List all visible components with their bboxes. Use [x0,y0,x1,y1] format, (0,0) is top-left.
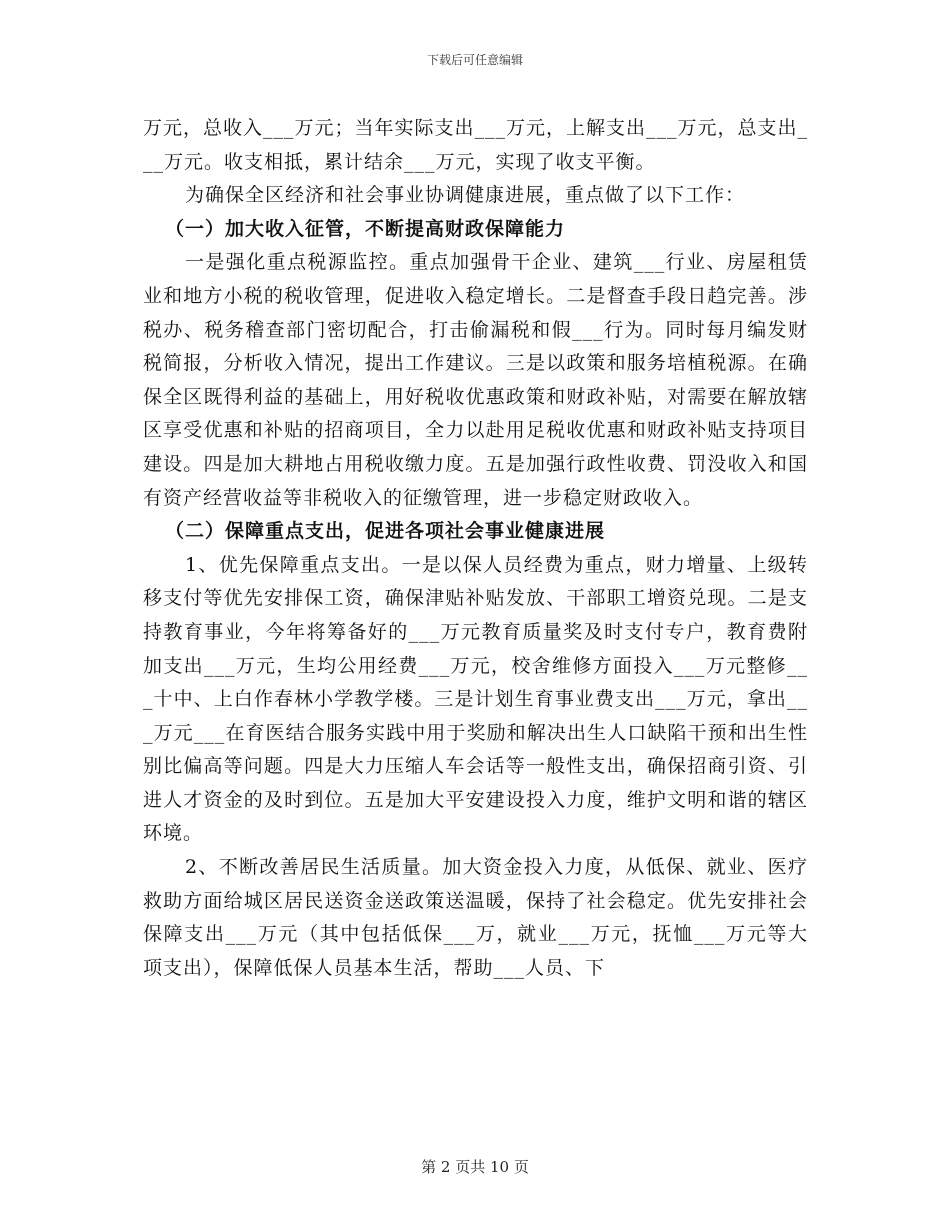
section-heading-1: （一）加大收入征管，不断提高财政保障能力 [165,217,566,240]
section-heading-2: （二）保障重点支出，促进各项社会事业健康进展 [165,520,606,543]
intro-paragraph: 为确保全区经济和社会事业协调健康进展，重点做了以下工作： [185,184,746,207]
page-header: 下载后可任意编辑 [426,53,523,67]
section-2-item-1-paragraph: 1、优先保障重点支出。一是以保人员经费为重点，财力增量、上级转移支付等优先安排保工资，确保津贴补贴发放、干部职工增资兑现。二是支持教育事业，今年将筹备好的___万元教育质量奖及时支付专户，教育费附加支出___万元，生均公用经费___万元，校舍维修方面投入___万元整修___十中、上白作春林小学教学楼。三是计划生育事业费支出___万元，拿出___万元___在育医结合服务实践中用于奖励和解决出生人口缺陷干预和出生性别比偏高等问题。四是大力压缩人车会话等一般性支出，确保招商引资、引进人才资金的及时到位。五是加大平安建设投入力度，维护文明和谐的辖区环境。 [143,553,808,845]
page-number-footer: 第 2 页共 10 页 [421,1158,529,1176]
section-2-item-2-paragraph: 2、不断改善居民生活质量。加大资金投入力度，从低保、就业、医疗救助方面给城区居民送资金送政策送温暖，保持了社会稳定。优先安排社会保障支出___万元（其中包括低保___万，就业___万元，抚恤___万元等大项支出），保障低保人员基本生活，帮助___人员、下 [143,856,808,979]
document-body [143,112,808,985]
continuation-paragraph: 万元，总收入___万元；当年实际支出___万元，上解支出___万元，总支出___万元。收支相抵，累计结余___万元，实现了收支平衡。 [143,117,809,173]
section-1-paragraph: 一是强化重点税源监控。重点加强骨干企业、建筑___行业、房屋租赁业和地方小税的税收管理，促进收入稳定增长。二是督查手段日趋完善。涉税办、税务稽查部门密切配合，打击偷漏税和假___行为。同时每月编发财税简报，分析收入情况，提出工作建议。三是以政策和服务培植税源。在确保全区既得利益的基础上，用好税收优惠政策和财政补贴，对需要在解放辖区享受优惠和补贴的招商项目，全力以赴用足税收优惠和财政补贴支持项目建设。四是加大耕地占用税收缴力度。五是加强行政性收费、罚没收入和国有资产经营收益等非税收入的征缴管理，进一步稳定财政收入。 [143,251,808,509]
